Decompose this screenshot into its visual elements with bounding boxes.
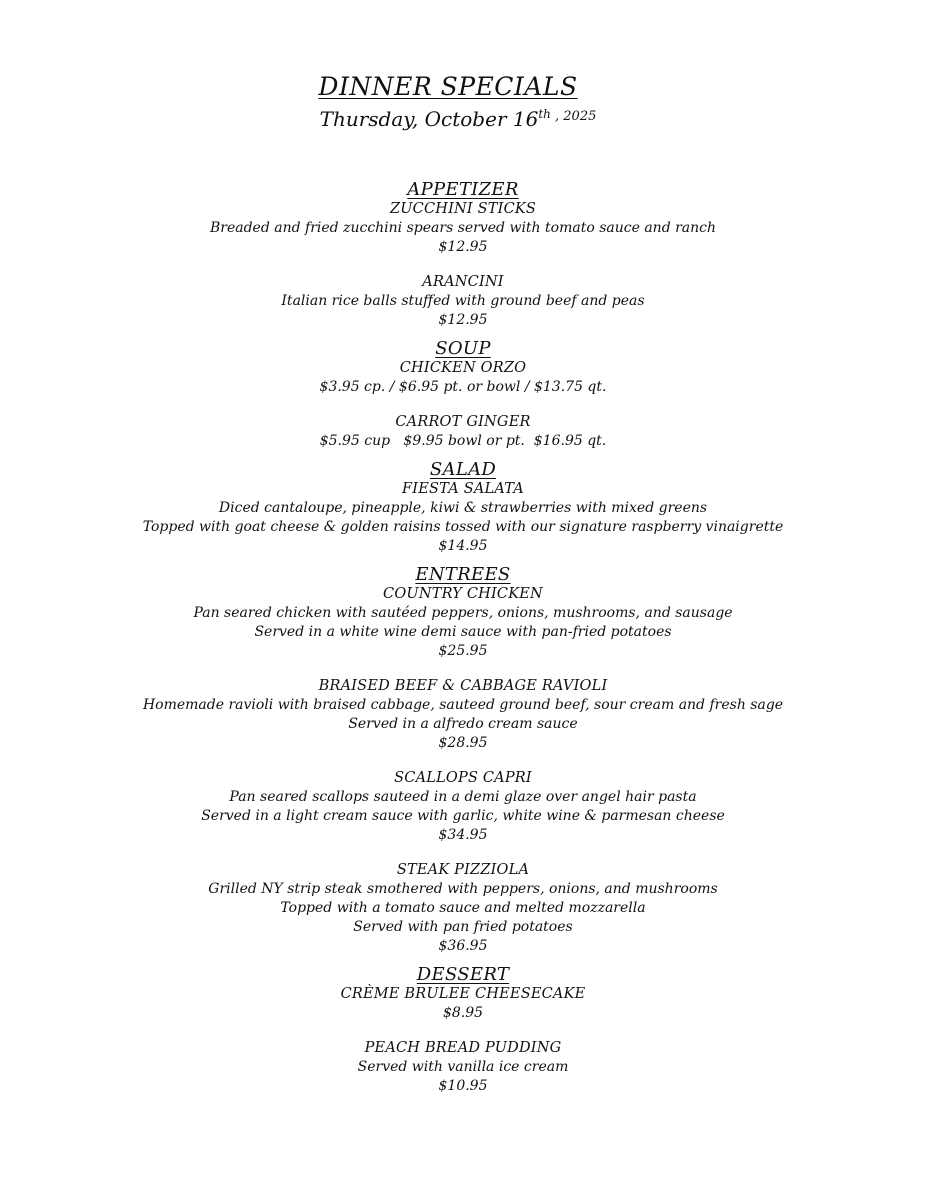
page-title: DINNER SPECIALS <box>318 72 578 101</box>
item-description: Served in a light cream sauce with garlic, white wine & parmesan cheese <box>201 808 725 824</box>
menu-item <box>0 677 926 753</box>
item-price: $3.95 cp. / $6.95 pt. or bowl / $13.75 qt. <box>319 379 607 395</box>
menu-section-dessert <box>0 965 926 1096</box>
item-description: Diced cantaloupe, pineapple, kiwi & strawberries with mixed greens <box>218 500 708 516</box>
page-date <box>0 104 926 132</box>
item-description: Topped with a tomato sauce and melted mozzarella <box>280 900 646 916</box>
item-name: STEAK PIZZIOLA <box>396 862 530 878</box>
item-name: PEACH BREAD PUDDING <box>364 1040 562 1056</box>
item-name: ARANCINI <box>422 274 504 290</box>
date-main: Thursday, October 16 <box>319 107 539 131</box>
item-description: Breaded and fried zucchini spears served with tomato sauce and ranch <box>209 220 717 236</box>
item-price: $12.95 <box>438 239 488 255</box>
item-price: $5.95 cup $9.95 bowl or pt. $16.95 qt. <box>319 433 607 449</box>
item-description: Pan seared scallops sauteed in a demi glaze over angel hair pasta <box>229 789 697 805</box>
item-description: Served with vanilla ice cream <box>357 1059 569 1075</box>
menu-item <box>0 273 926 330</box>
menu-item <box>0 769 926 845</box>
item-price: $10.95 <box>438 1078 488 1094</box>
menu-item <box>0 480 926 556</box>
item-description: Homemade ravioli with braised cabbage, sauteed ground beef, sour cream and fresh sage <box>142 697 784 713</box>
item-description: Pan seared chicken with sautéed peppers, onions, mushrooms, and sausage <box>193 605 733 621</box>
date-year: , 2025 <box>550 109 597 124</box>
date-suffix: th <box>538 107 551 121</box>
menu-section-entrees <box>0 565 926 956</box>
section-heading: ENTREES <box>415 564 511 585</box>
menu-item <box>0 1039 926 1096</box>
item-description: Served in a alfredo cream sauce <box>348 716 578 732</box>
menu-item <box>0 413 926 451</box>
menu-section-appetizer <box>0 180 926 330</box>
item-name: CHICKEN ORZO <box>399 360 527 376</box>
item-description: Italian rice balls stuffed with ground beef and peas <box>281 293 645 309</box>
item-name: SCALLOPS CAPRI <box>394 770 532 786</box>
menu-item <box>0 861 926 956</box>
item-price: $14.95 <box>438 538 488 554</box>
menu-section-salad <box>0 460 926 556</box>
item-name: FIESTA SALATA <box>402 481 524 497</box>
item-price: $12.95 <box>438 312 488 328</box>
item-name: CARROT GINGER <box>395 414 531 430</box>
menu-item <box>0 200 926 257</box>
item-name: BRAISED BEEF & CABBAGE RAVIOLI <box>318 678 608 694</box>
section-heading: APPETIZER <box>407 179 519 200</box>
section-heading: DESSERT <box>416 964 510 985</box>
item-description: Served with pan fried potatoes <box>353 919 573 935</box>
item-price: $25.95 <box>438 643 488 659</box>
menu-item <box>0 359 926 397</box>
item-price: $8.95 <box>442 1005 484 1021</box>
item-price: $28.95 <box>438 735 488 751</box>
item-name: CRÈME BRULEE CHEESECAKE <box>340 986 586 1002</box>
item-description: Served in a white wine demi sauce with pan-fried potatoes <box>254 624 672 640</box>
item-name: ZUCCHINI STICKS <box>389 201 537 217</box>
item-price: $36.95 <box>438 938 488 954</box>
menu-section-soup <box>0 339 926 451</box>
menu-body <box>0 180 926 1096</box>
item-description: Topped with goat cheese & golden raisins tossed with our signature raspberry vinaigrette <box>142 519 784 535</box>
item-description: Grilled NY strip steak smothered with peppers, onions, and mushrooms <box>208 881 718 897</box>
item-price: $34.95 <box>438 827 488 843</box>
item-name: COUNTRY CHICKEN <box>383 586 543 602</box>
menu-item <box>0 985 926 1023</box>
menu-item <box>0 585 926 661</box>
section-heading: SALAD <box>429 459 497 480</box>
section-heading: SOUP <box>435 338 491 359</box>
